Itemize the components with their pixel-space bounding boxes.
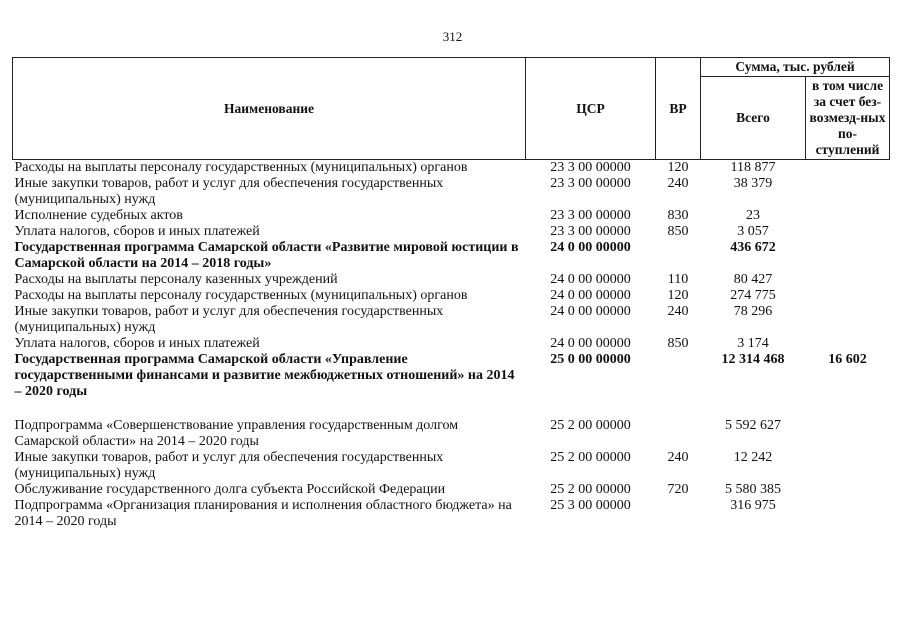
cell-gratuitous xyxy=(806,208,890,224)
table-row xyxy=(13,304,890,336)
cell-csr: 24 0 00 00000 xyxy=(550,288,631,303)
cell-name: Расходы на выплаты персоналу государственных (муниципальных) органов xyxy=(14,160,468,175)
cell-vr: 120 xyxy=(667,288,689,303)
cell-csr: 25 0 00 00000 xyxy=(550,352,631,367)
cell-csr: 23 3 00 00000 xyxy=(550,224,631,239)
cell-gratuitous xyxy=(806,498,890,530)
cell-total: 23 xyxy=(746,208,760,223)
cell-gratuitous xyxy=(806,450,890,482)
header-name: Наименование xyxy=(13,58,526,160)
cell-total: 80 427 xyxy=(733,272,773,287)
cell-name: Иные закупки товаров, работ и услуг для обеспечения государственных (муниципальных) нужд xyxy=(14,450,444,481)
cell-csr: 25 2 00 00000 xyxy=(550,482,631,497)
cell-vr xyxy=(656,240,701,272)
cell-gratuitous xyxy=(806,304,890,336)
cell-total: 78 296 xyxy=(733,304,773,319)
cell-total: 436 672 xyxy=(730,240,776,255)
table-row xyxy=(13,418,890,450)
cell-csr: 25 2 00 00000 xyxy=(550,418,631,433)
cell-vr xyxy=(656,418,701,450)
table-row xyxy=(13,352,890,400)
table-row xyxy=(13,240,890,272)
cell-gratuitous xyxy=(806,418,890,450)
cell-csr: 24 0 00 00000 xyxy=(550,336,631,351)
table-row xyxy=(13,160,890,177)
cell-gratuitous xyxy=(806,272,890,288)
page-number: 312 xyxy=(442,29,463,44)
cell-name: Иные закупки товаров, работ и услуг для обеспечения государственных (муниципальных) нужд xyxy=(14,176,444,207)
cell-name: Исполнение судебных актов xyxy=(14,208,183,223)
cell-name: Уплата налогов, сборов и иных платежей xyxy=(14,224,260,239)
cell-vr xyxy=(656,352,701,400)
table-row xyxy=(13,176,890,208)
cell-vr: 830 xyxy=(667,208,689,223)
cell-total: 12 242 xyxy=(733,450,773,465)
header-csr: ЦСР xyxy=(526,58,656,160)
table-row xyxy=(13,482,890,498)
cell-vr: 120 xyxy=(667,160,689,175)
cell-total: 274 775 xyxy=(730,288,776,303)
table-row xyxy=(13,450,890,482)
header-total: Всего xyxy=(701,77,806,160)
cell-total: 118 877 xyxy=(730,160,776,175)
table-row xyxy=(13,336,890,352)
cell-gratuitous xyxy=(806,176,890,208)
cell-vr: 850 xyxy=(667,336,689,351)
cell-total: 12 314 468 xyxy=(721,352,785,367)
cell-name: Государственная программа Самарской области «Развитие мировой юстиции в Самарской области на 2014 – 2018 годы» xyxy=(14,240,519,271)
cell-csr: 24 0 00 00000 xyxy=(550,272,631,287)
cell-total: 3 174 xyxy=(737,336,769,351)
cell-csr: 24 0 00 00000 xyxy=(550,240,631,255)
cell-vr: 720 xyxy=(667,482,689,497)
cell-csr: 23 3 00 00000 xyxy=(550,160,631,175)
table-row xyxy=(13,224,890,240)
cell-gratuitous xyxy=(806,336,890,352)
cell-name: Обслуживание государственного долга субъекта Российской Федерации xyxy=(14,482,446,497)
cell-total: 5 580 385 xyxy=(725,482,781,497)
table-header xyxy=(13,58,890,160)
cell-gratuitous xyxy=(806,482,890,498)
table-row xyxy=(13,272,890,288)
cell-total: 316 975 xyxy=(730,498,776,513)
cell-gratuitous xyxy=(806,288,890,304)
table-body xyxy=(13,160,890,531)
cell-csr: 25 2 00 00000 xyxy=(550,450,631,465)
spacer-row xyxy=(13,400,890,418)
cell-gratuitous: 16 602 xyxy=(828,352,867,367)
header-sum: Сумма, тыс. рублей xyxy=(701,58,890,77)
cell-total: 3 057 xyxy=(737,224,769,239)
cell-name: Подпрограмма «Совершенствование управления государственным долгом Самарской области» на 2014 – 2020 годы xyxy=(14,418,459,449)
cell-vr: 240 xyxy=(667,304,689,319)
cell-gratuitous xyxy=(806,224,890,240)
table-row xyxy=(13,498,890,530)
cell-name: Расходы на выплаты персоналу казенных учреждений xyxy=(14,272,338,287)
cell-name: Подпрограмма «Организация планирования и исполнения областного бюджета» на 2014 – 2020 годы xyxy=(14,498,512,529)
cell-vr: 110 xyxy=(667,272,689,287)
cell-vr xyxy=(656,498,701,530)
cell-total: 5 592 627 xyxy=(725,418,781,433)
cell-vr: 240 xyxy=(667,176,689,191)
cell-gratuitous xyxy=(806,160,890,177)
header-vr: ВР xyxy=(656,58,701,160)
table-row xyxy=(13,288,890,304)
cell-name: Государственная программа Самарской области «Управление государственными финансами и развитие межбюджетных отношений» на 2014 – 2020 годы xyxy=(14,352,515,399)
table-row xyxy=(13,208,890,224)
cell-name: Расходы на выплаты персоналу государственных (муниципальных) органов xyxy=(14,288,468,303)
cell-name: Уплата налогов, сборов и иных платежей xyxy=(14,336,260,351)
header-gratuitous: в том числе за счет без-возмезд-ных по-ступлений xyxy=(806,77,890,160)
cell-csr: 23 3 00 00000 xyxy=(550,176,631,191)
cell-csr: 25 3 00 00000 xyxy=(550,498,631,513)
cell-total: 38 379 xyxy=(733,176,773,191)
cell-csr: 24 0 00 00000 xyxy=(550,304,631,319)
cell-vr: 240 xyxy=(667,450,689,465)
cell-csr: 23 3 00 00000 xyxy=(550,208,631,223)
cell-gratuitous xyxy=(806,240,890,272)
budget-table xyxy=(12,57,890,530)
cell-vr: 850 xyxy=(667,224,689,239)
cell-name: Иные закупки товаров, работ и услуг для обеспечения государственных (муниципальных) нужд xyxy=(14,304,444,335)
